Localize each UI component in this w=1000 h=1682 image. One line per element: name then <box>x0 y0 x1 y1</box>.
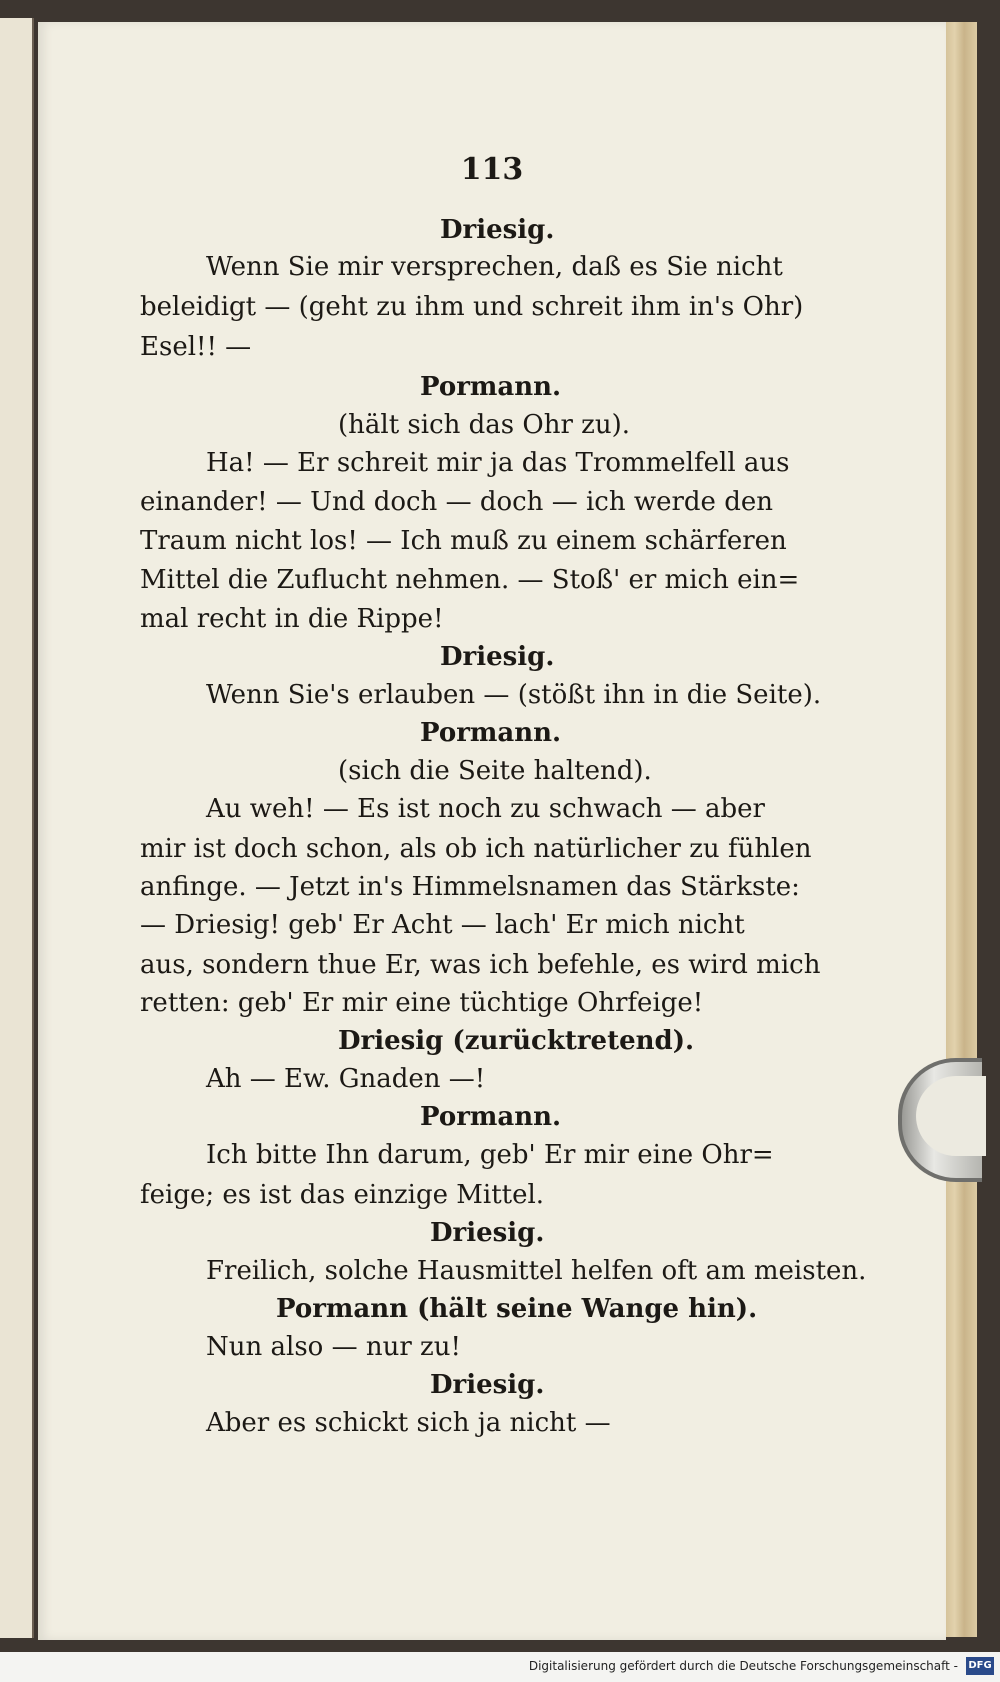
text-line: Ha! — Er schreit mir ja das Trommelfell aus <box>206 448 790 478</box>
speaker-line: Driesig. <box>430 1370 545 1400</box>
text-line: retten: geb' Er mir eine tüchtige Ohrfeige! <box>140 988 704 1018</box>
text-line: Aber es schickt sich ja nicht — <box>206 1408 611 1438</box>
text-line: Ah — Ew. Gnaden —! <box>206 1064 486 1094</box>
text-line: Esel!! — <box>140 332 252 362</box>
page-stack <box>945 22 977 1637</box>
text-line: Traum nicht los! — Ich muß zu einem schärferen <box>140 526 787 556</box>
speaker-line: Driesig. <box>440 215 555 245</box>
text-line: feige; es ist das einzige Mittel. <box>140 1180 545 1210</box>
text-line: (hält sich das Ohr zu). <box>338 410 631 440</box>
speaker-line: Pormann. <box>420 372 562 402</box>
text-line: einander! — Und doch — doch — ich werde den <box>140 487 773 517</box>
text-line: mir ist doch schon, als ob ich natürlicher zu fühlen <box>140 834 812 864</box>
text-line: Freilich, solche Hausmittel helfen oft am meisten. <box>206 1256 867 1286</box>
text-line: Wenn Sie mir versprechen, daß es Sie nicht <box>206 252 783 282</box>
dfg-logo: DFG <box>966 1657 994 1675</box>
text-line: Ich bitte Ihn darum, geb' Er mir eine Ohr= <box>206 1140 774 1170</box>
text-line: — Driesig! geb' Er Acht — lach' Er mich nicht <box>140 910 745 940</box>
text-line: anfinge. — Jetzt in's Himmelsnamen das Stärkste: <box>140 872 800 902</box>
footer-bar <box>0 1652 1000 1682</box>
page-number: 113 <box>460 152 524 187</box>
text-line: Wenn Sie's erlauben — (stößt ihn in die Seite). <box>206 680 822 710</box>
speaker-line: Pormann. <box>420 718 562 748</box>
text-line: beleidigt — (geht zu ihm und schreit ihm in's Ohr) <box>140 292 804 322</box>
speaker-line: Pormann (hält seine Wange hin). <box>276 1294 758 1324</box>
text-line: Mittel die Zuflucht nehmen. — Stoß' er mich ein= <box>140 565 800 595</box>
speaker-line: Driesig (zurücktretend). <box>338 1026 695 1056</box>
footer-credit: Digitalisierung gefördert durch die Deutsche Forschungsgemeinschaft - <box>528 1659 958 1673</box>
text-line: aus, sondern thue Er, was ich befehle, es wird mich <box>140 950 821 980</box>
text-line: mal recht in die Rippe! <box>140 604 444 634</box>
speaker-line: Driesig. <box>430 1218 545 1248</box>
speaker-line: Pormann. <box>420 1102 562 1132</box>
text-line: (sich die Seite haltend). <box>338 756 652 786</box>
previous-page-edge <box>0 18 34 1638</box>
speaker-line: Driesig. <box>440 642 555 672</box>
text-line: Au weh! — Es ist noch zu schwach — aber <box>206 794 765 824</box>
text-line: Nun also — nur zu! <box>206 1332 461 1362</box>
